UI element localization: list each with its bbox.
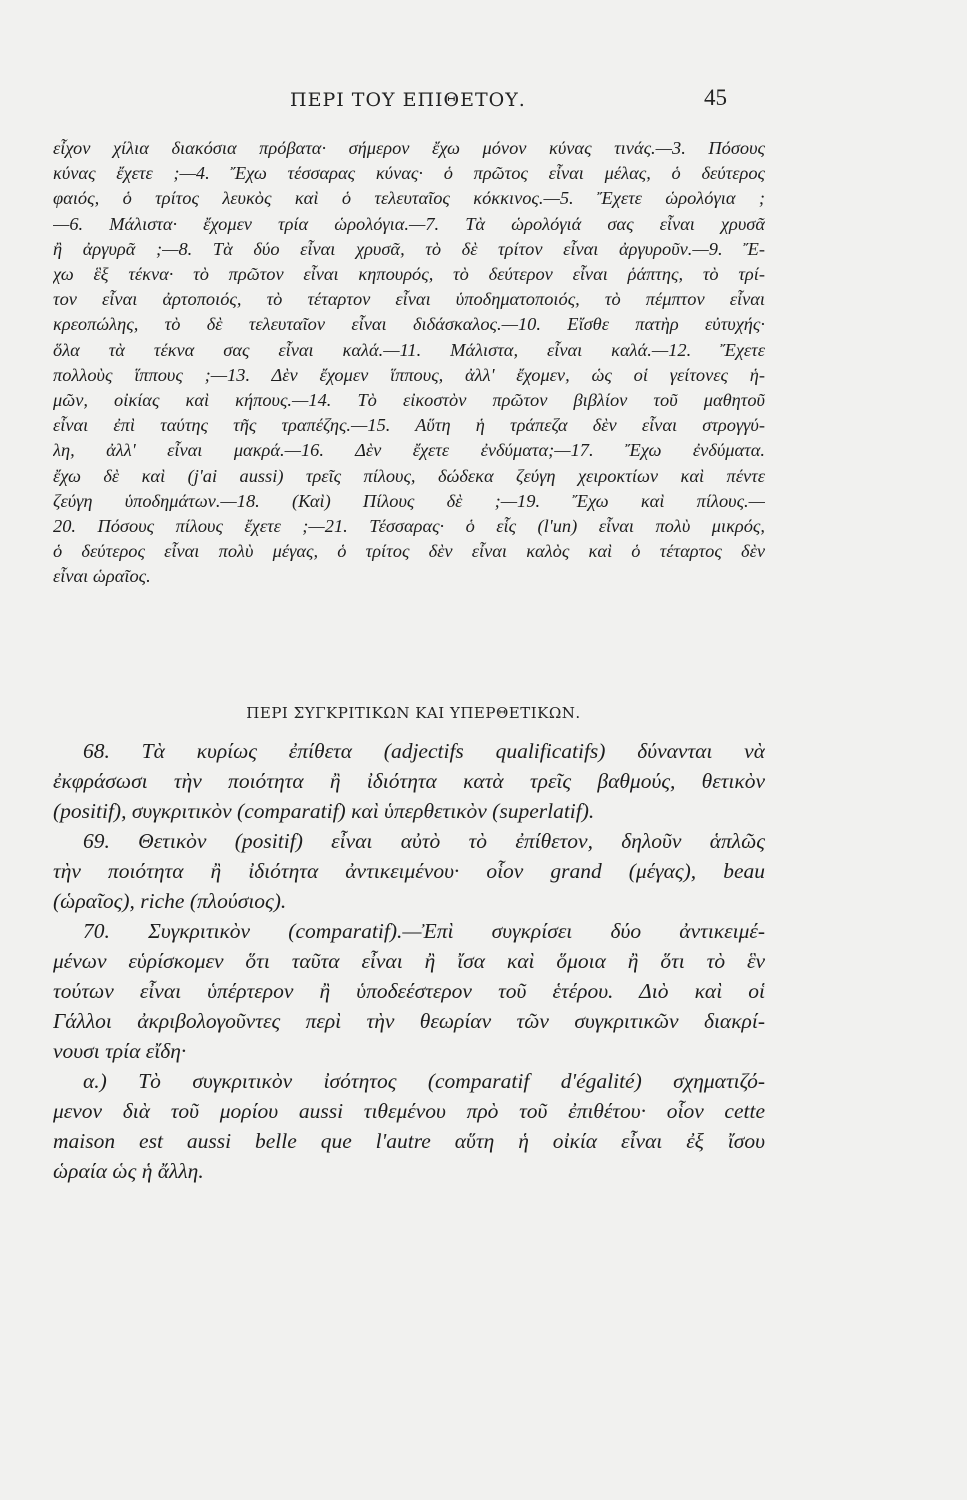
page-number: 45 [704,85,727,110]
exercise-line: εἶναι ὡραῖος. [53,566,151,587]
section-heading [0,704,967,722]
item-alpha-line: ὡραία ὡς ἡ ἄλλη. [53,1159,204,1183]
exercise-line: ὅλα τὰ τέκνα σας εἶναι καλά.—11. Μάλιστα, εἶναι καλά.—12. Ἔχετε [53,339,765,360]
exercise-line: —6. Μάλιστα· ἔχομεν τρία ὡρολόγια.—7. Τὰ ὡρολόγιά σας εἶναι χρυσᾶ [53,213,765,234]
paragraph-68-line: ἐκφράσωσι τὴν ποιότητα ἢ ἰδιότητα κατὰ τρεῖς βαθμούς, θετικὸν [53,769,765,793]
paragraph-68-line: (positif), συγκριτικὸν (comparatif) καὶ ὑπερθετικὸν (superlatif). [53,799,595,823]
exercise-line: ἢ ἀργυρᾶ ;—8. Τὰ δύο εἶναι χρυσᾶ, τὸ δὲ τρίτον εἶναι ἀργυροῦν.—9. Ἔ- [53,238,765,259]
paragraph-70-line: 70. Συγκριτικὸν (comparatif).—Ἐπὶ συγκρίσει δύο ἀντικειμέ- [83,919,765,943]
paragraph-69-line: τὴν ποιότητα ἢ ἰδιότητα ἀντικειμένου· οἷον grand (μέγας), beau [53,859,765,883]
main-text [53,736,765,1186]
exercise-text [53,136,765,590]
exercise-line: εἶχον χίλια διακόσια πρόβατα· σήμερον ἔχω μόνον κύνας τινάς.—3. Πόσους [53,138,765,158]
exercise-line: λη, ἀλλ' εἶναι μακρά.—16. Δὲν ἔχετε ἐνδύματα;—17. Ἔχω ἐνδύματα. [53,440,765,461]
running-head [0,85,967,119]
paragraph-70-line: μένων εὑρίσκομεν ὅτι ταῦτα εἶναι ἢ ἴσα καὶ ὅμοια ἢ ὅτι τὸ ἓν [53,949,765,973]
paragraph-69-line: (ὡραῖος), riche (πλούσιος). [53,889,287,913]
paragraph-69-line: 69. Θετικὸν (positif) εἶναι αὐτὸ τὸ ἐπίθετον, δηλοῦν ἁπλῶς [83,829,765,853]
exercise-line: ὁ δεύτερος εἶναι πολὺ μέγας, ὁ τρίτος δὲν εἶναι καλὸς καὶ ὁ τέταρτος δὲν [53,541,765,562]
exercise-line: χω ἓξ τέκνα· τὸ πρῶτον εἶναι κηπουρός, τὸ δεύτερον εἶναι ῥάπτης, τὸ τρί- [53,264,765,285]
section-heading-text: ΠΕΡΙ ΣΥΓΚΡΙΤΙΚΩΝ ΚΑΙ ΥΠΕΡΘΕΤΙΚΩΝ. [246,704,581,722]
paragraph-70-line: τούτων εἶναι ὑπέρτερον ἢ ὑποδεέστερον τοῦ ἑτέρου. Διὸ καὶ οἱ [53,979,765,1003]
exercise-line: μῶν, οἰκίας καὶ κήπους.—14. Τὸ εἰκοστὸν πρῶτον βιβλίον τοῦ μαθητοῦ [53,390,765,411]
exercise-line: κύνας ἔχετε ;—4. Ἔχω τέσσαρας κύνας· ὁ πρῶτος εἶναι μέλας, ὁ δεύτερος [53,163,765,184]
page-title: ΠΕΡΙ ΤΟΥ ΕΠΙΘΕΤΟΥ. [290,89,526,111]
exercise-line: φαιός, ὁ τρίτος λευκὸς καὶ ὁ τελευταῖος κόκκινος.—5. Ἔχετε ὡρολόγια ; [53,188,765,209]
item-alpha-line: maison est aussi belle que l'autre αὕτη ἡ οἰκία εἶναι ἐξ ἴσου [53,1129,765,1153]
exercise-line: κρεοπώλης, τὸ δὲ τελευταῖον εἶναι διδάσκαλος.—10. Εἴσθε πατὴρ εὐτυχής· [53,314,765,335]
exercise-line: πολλοὺς ἵππους ;—13. Δὲν ἔχομεν ἵππους, ἀλλ' ἔχομεν, ὡς οἱ γείτονες ἡ- [53,364,765,385]
item-alpha-line: α.) Τὸ συγκριτικὸν ἰσότητος (comparatif d'égalité) σχηματιζό- [83,1069,765,1093]
paragraph-70-line: νουσι τρία εἴδη· [53,1039,187,1063]
exercise-line: 20. Πόσους πίλους ἔχετε ;—21. Τέσσαρας· ὁ εἷς (l'un) εἶναι πολὺ μικρός, [53,516,765,537]
exercise-line: ζεύγη ὑποδημάτων.—18. (Καὶ) Πίλους δὲ ;—19. Ἔχω καὶ πίλους.— [53,490,765,511]
exercise-line: εἶναι ἐπὶ ταύτης τῆς τραπέζης.—15. Αὕτη ἡ τράπεζα δὲν εἶναι στρογγύ- [53,415,765,436]
exercise-line: τον εἶναι ἀρτοποιός, τὸ τέταρτον εἶναι ὑποδηματοποιός, τὸ πέμπτον εἶναι [53,289,765,310]
item-alpha-line: μενον διὰ τοῦ μορίου aussi τιθεμένου πρὸ τοῦ ἐπιθέτου· οἷον cette [53,1099,765,1123]
paragraph-70-line: Γάλλοι ἀκριβολογοῦντες περὶ τὴν θεωρίαν τῶν συγκριτικῶν διακρί- [53,1009,765,1033]
exercise-line: ἔχω δὲ καὶ (j'ai aussi) τρεῖς πίλους, δώδεκα ζεύγη χειροκτίων καὶ πέντε [53,465,765,486]
paragraph-68-line: 68. Τὰ κυρίως ἐπίθετα (adjectifs qualificatifs) δύνανται νὰ [83,739,765,763]
